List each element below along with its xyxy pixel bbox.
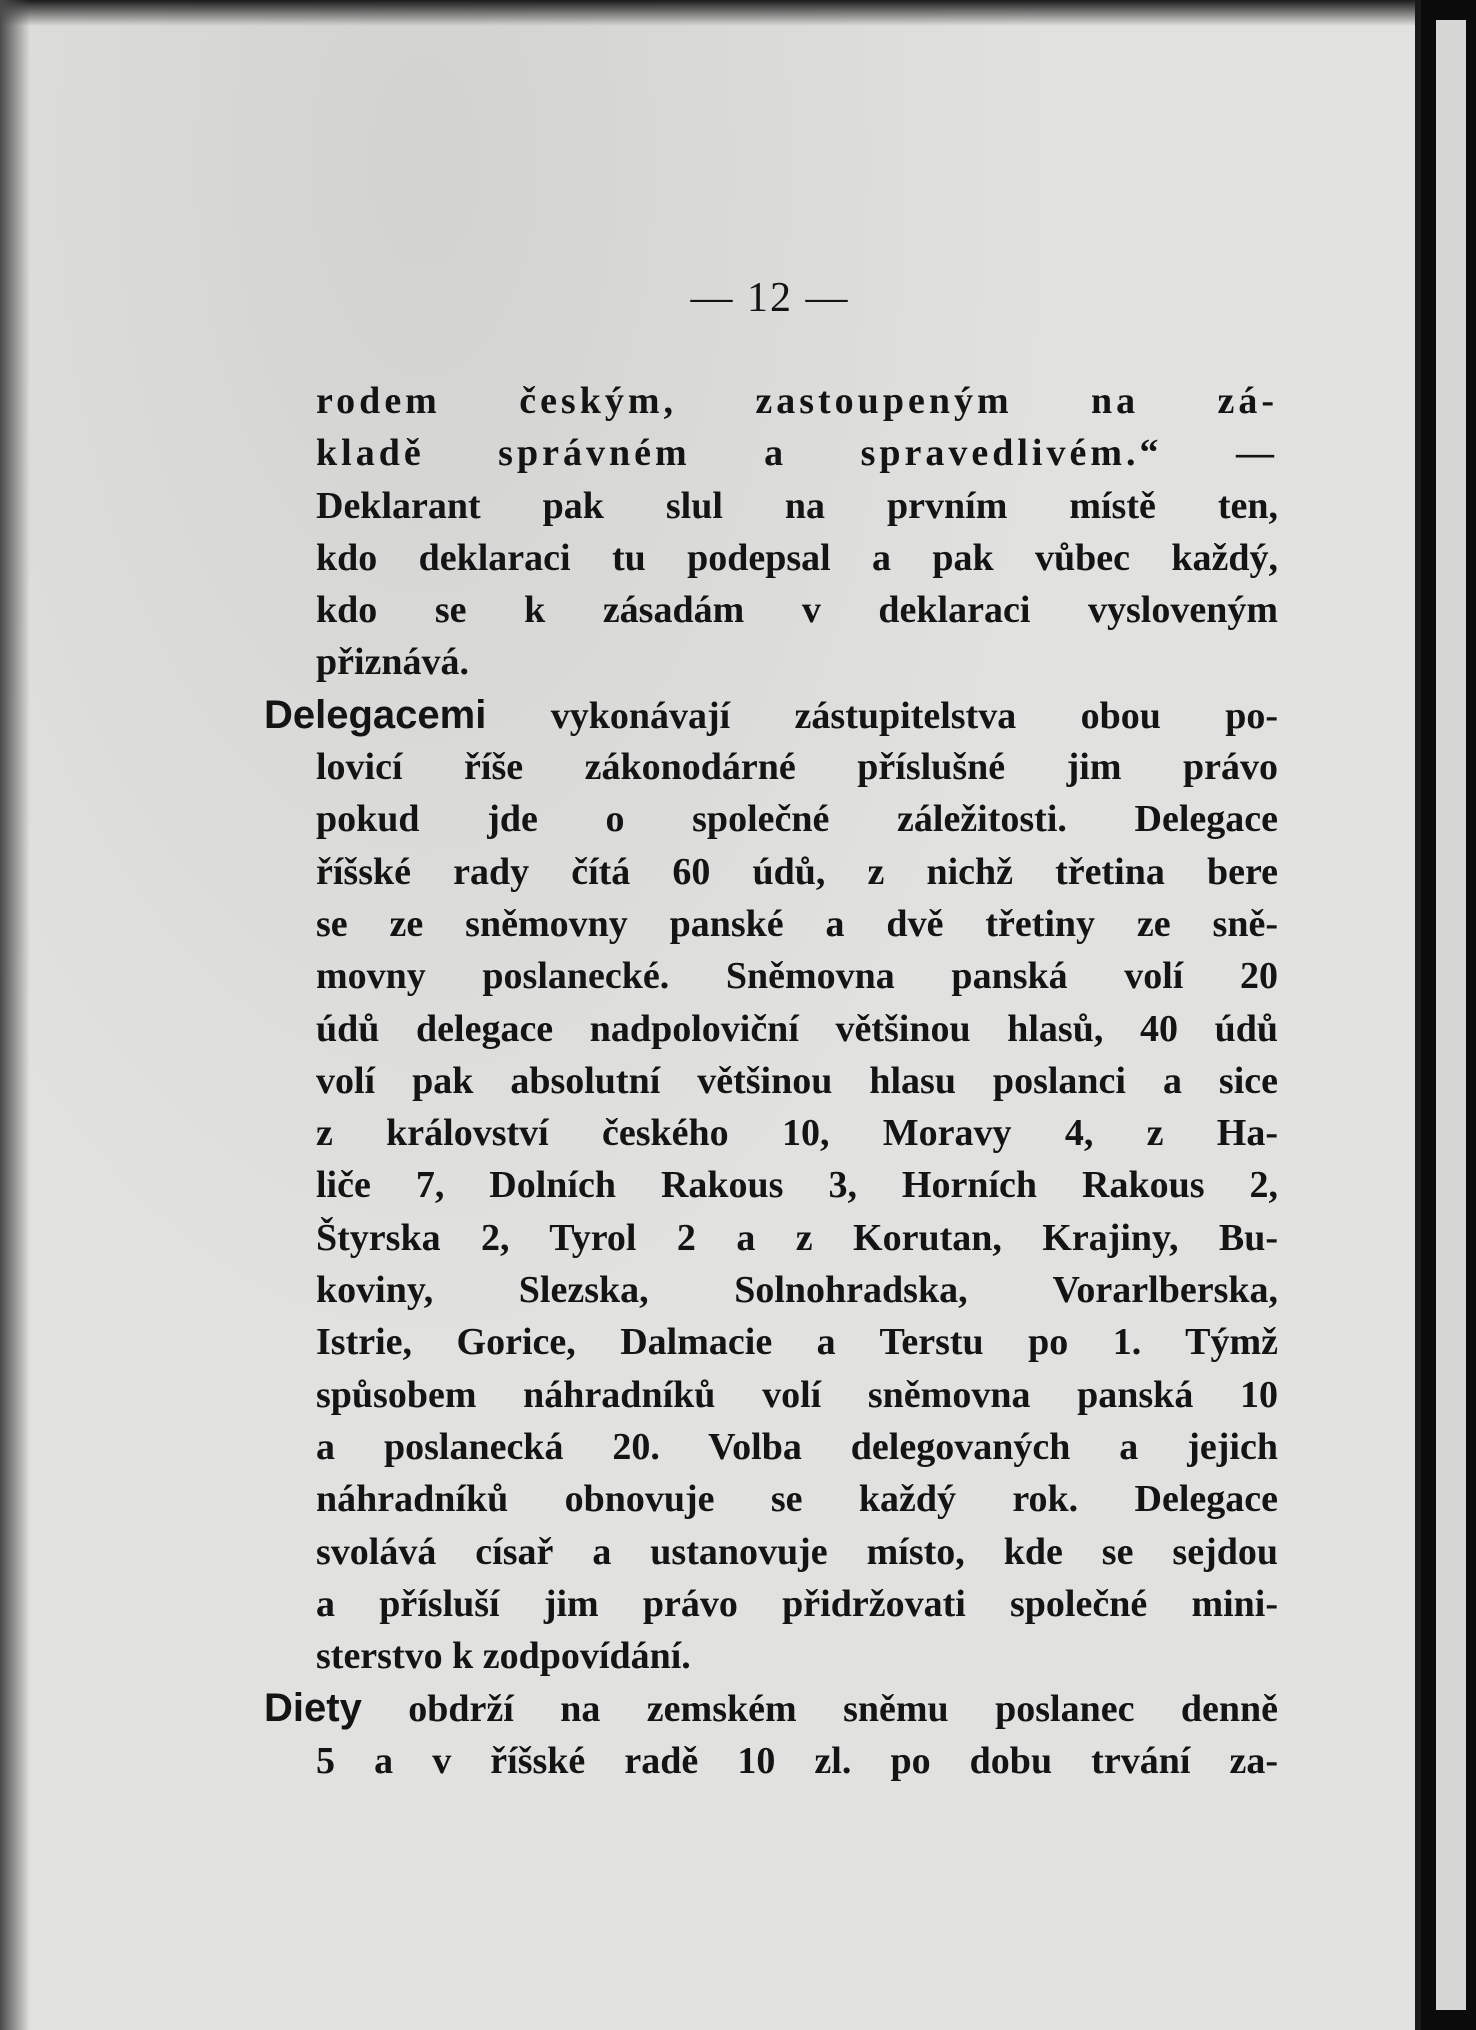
page-number: — 12 —: [690, 275, 850, 321]
text-line: movny poslanecké. Sněmovna panská volí 20: [316, 955, 1278, 998]
text-line: kdo deklaraci tu podepsal a pak vůbec každý,: [316, 536, 1278, 579]
entry-first-line: [264, 1682, 1279, 1734]
text-line: Deklarant pak slul na prvním místě ten,: [316, 484, 1278, 527]
text-line: vykonávají zástupitelstva obou po-: [550, 694, 1278, 737]
text-line: pokud jde o společné záležitosti. Delegace: [316, 798, 1278, 841]
text-line: koviny, Slezska, Solnohradska, Vorarlberska,: [316, 1269, 1278, 1312]
text-line: Istrie, Gorice, Dalmacie a Terstu po 1. Týmž: [316, 1321, 1278, 1364]
text-line: Štyrska 2, Tyrol 2 a z Korutan, Krajiny, Bu-: [316, 1216, 1278, 1259]
text-line: 5 a v říšské radě 10 zl. po dobu trvání za-: [316, 1739, 1278, 1782]
text-line: kladě správném a spravedlivém.“ —: [316, 432, 1278, 475]
text-line: přiznává.: [316, 641, 470, 684]
text-line: lovicí říše zákonodárné příslušné jim právo: [316, 746, 1278, 789]
text-line: spůsobem náhradníků volí sněmovna panská 10: [316, 1373, 1278, 1416]
entry-term: Delegacemi: [264, 692, 487, 737]
text-line: liče 7, Dolních Rakous 3, Horních Rakous 2,: [316, 1164, 1278, 1207]
adjacent-page-edge: [1436, 20, 1466, 2010]
text-line: kdo se k zásadám v deklaraci vysloveným: [316, 589, 1278, 632]
entry-first-line: [264, 689, 1278, 741]
text-line: říšské rady čítá 60 údů, z nichž třetina bere: [316, 850, 1278, 893]
text-line: a poslanecká 20. Volba delegovaných a jejich: [316, 1425, 1278, 1468]
text-line: sterstvo k zodpovídání.: [316, 1635, 691, 1678]
text-line: volí pak absolutní většinou hlasu poslanci a sice: [316, 1059, 1278, 1102]
text-line: svolává císař a ustanovuje místo, kde se sejdou: [316, 1530, 1278, 1573]
text-line: údů delegace nadpoloviční většinou hlasů, 40 údů: [316, 1007, 1278, 1050]
scan-left-shadow: [0, 0, 30, 2030]
text-line: se ze sněmovny panské a dvě třetiny ze sně-: [316, 902, 1278, 945]
text-line: rodem českým, zastoupeným na zá-: [316, 380, 1278, 422]
text-line: z království českého 10, Moravy 4, z Ha-: [316, 1112, 1278, 1155]
scan-top-shadow: [0, 0, 1415, 26]
text-line: obdrží na zemském sněmu poslanec denně: [408, 1688, 1279, 1731]
entry-term: Diety: [264, 1686, 362, 1731]
text-line: a přísluší jim právo přidržovati společné mini-: [316, 1582, 1278, 1625]
body-text: [264, 375, 1279, 1787]
text-line: náhradníků obnovuje se každý rok. Delegace: [316, 1478, 1278, 1521]
